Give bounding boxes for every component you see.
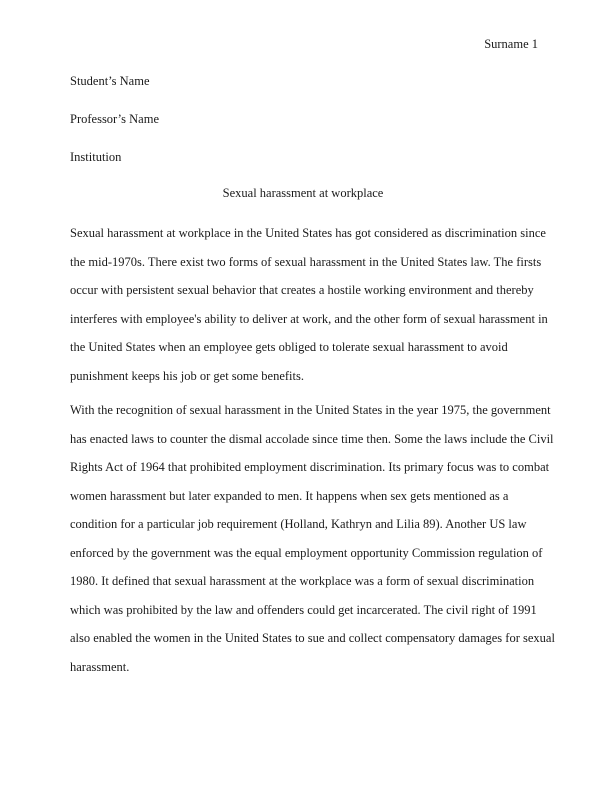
student-name: Student’s Name <box>70 74 150 88</box>
paragraph-line: harassment. <box>70 659 130 674</box>
paragraph-line: also enabled the women in the United States to sue and collect compensatory damages for sexual <box>70 631 555 645</box>
paragraph-line: the mid-1970s. There exist two forms of sexual harassment in the United States law. The firsts <box>70 254 542 269</box>
document-title: Sexual harassment at workplace <box>222 186 384 200</box>
running-head: Surname 1 <box>484 37 538 51</box>
paragraph-line: Sexual harassment at workplace in the United States has got considered as discrimination since <box>70 226 546 240</box>
paragraph-line: which was prohibited by the law and offenders could get incarcerated. The civil right of 1991 <box>70 602 537 617</box>
institution-name: Institution <box>70 150 122 164</box>
paragraph-2 <box>70 396 555 681</box>
paragraph-line: Rights Act of 1964 that prohibited employment discrimination. Its primary focus was to combat <box>70 460 550 474</box>
paragraph-line: 1980. It defined that sexual harassment at the workplace was a form of sexual discrimination <box>70 574 535 588</box>
paragraph-line: occur with persistent sexual behavior that creates a hostile working environment and thereby <box>70 283 534 297</box>
paragraph-line: enforced by the government was the equal employment opportunity Commission regulation of <box>70 545 543 560</box>
paragraph-line: has enacted laws to counter the dismal accolade since time then. Some the laws include the Civil <box>70 431 554 446</box>
paragraph-line: punishment keeps his job or get some benefits. <box>70 368 304 383</box>
paragraph-line: women harassment but later expanded to men. It happens when sex gets mentioned as a <box>70 488 509 503</box>
paragraph-line: condition for a particular job requirement (Holland, Kathryn and Lilia 89). Another US law <box>70 517 527 531</box>
paragraph-line: With the recognition of sexual harassment in the United States in the year 1975, the government <box>70 403 551 417</box>
paragraph-line: the United States when an employee gets obliged to tolerate sexual harassment to avoid <box>70 340 508 354</box>
professor-name: Professor’s Name <box>70 112 159 126</box>
paragraph-1 <box>70 219 548 390</box>
paragraph-line: interferes with employee's ability to deliver at work, and the other form of sexual harassment in <box>70 311 548 326</box>
